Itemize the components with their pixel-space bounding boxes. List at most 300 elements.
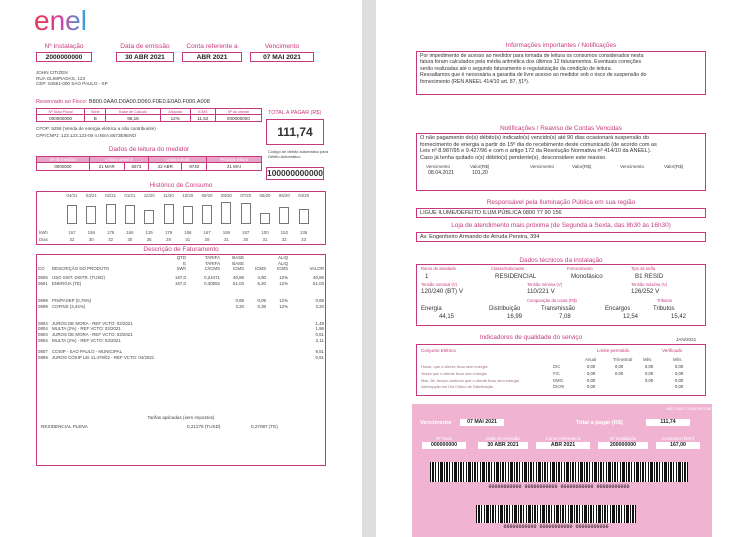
billing-desc: JUROS DE MORA - REF VCTO: 03/2021	[52, 331, 133, 337]
quality-title: Indicadores de qualidade do serviço	[479, 334, 583, 341]
billing-icms: 12%	[279, 280, 288, 286]
history-bar	[279, 207, 289, 224]
history-kwh: 166	[126, 230, 134, 235]
total-amount: 111,74	[266, 119, 324, 145]
billing-aliq: 4,90	[257, 275, 266, 281]
tech-label: Fornecimento	[567, 266, 593, 271]
slip-total-value: 111,74	[646, 419, 690, 426]
customer-name: JOHN CITIZEN	[36, 70, 68, 75]
comp-item-value: 12,54	[623, 314, 639, 320]
billing-valor: 40,86	[313, 275, 324, 281]
fiscal-header: Série	[85, 109, 106, 115]
slip-field-value: 30 ABR 2021	[478, 442, 528, 449]
billing-header-cell: DESCRIÇÃO DO PRODUTO	[52, 266, 110, 272]
quality-subheader: Anual	[585, 357, 597, 362]
history-dias-label: Dias	[39, 237, 48, 242]
billing-header-cell: C/ICMS	[204, 266, 220, 272]
billing-valor: 9,51	[315, 349, 324, 354]
comp-label: Composição da conta (R$)	[527, 298, 577, 303]
barcode-1	[430, 462, 688, 482]
reading-header: Nº do medidor	[37, 157, 90, 163]
ilum-title: Responsável pela Iluminação Pública em sua região	[486, 199, 636, 206]
billing-icms: 12%	[279, 275, 288, 281]
fiscal-header: Nº do cliente	[215, 109, 261, 115]
billing-header-cell: ALIQ	[277, 260, 288, 266]
billing-title: Descrição de Faturamento	[143, 246, 219, 253]
loja-text: Av. Engenheiro Armando de Arruda Pereira, 394	[416, 232, 706, 242]
history-kwh: 187	[242, 230, 250, 235]
quality-row-value: 0,00	[587, 370, 596, 376]
history-kwh: 156	[87, 230, 95, 235]
fiscal-value: 000000000	[37, 115, 85, 122]
slip-field-value: 000000000	[422, 442, 466, 449]
quality-row-value: 0,00	[675, 364, 684, 369]
tariff-te: 0,27087 (TE)	[251, 424, 278, 429]
history-bar	[202, 205, 212, 224]
slip-due-value: 07 MAI 2021	[460, 419, 504, 426]
header-value: 30 ABR 2021	[116, 52, 174, 62]
billing-co: 0899	[38, 354, 48, 360]
slip-field-label: Nº Nota	[436, 436, 452, 441]
history-bar	[67, 205, 77, 224]
bill-page-back	[376, 0, 745, 537]
fiscal-value: B	[85, 115, 106, 122]
header-label: Nº Instalação	[44, 43, 84, 50]
customer-street: RUA OLIMPIADAS, 123	[36, 75, 86, 81]
barcode-2-digits: 00000000000 00000000000 00000000000	[503, 524, 609, 530]
notif-line: O não pagamento do(s) débito(s) indicado(s) vencido(s) até 90 dias ocasionará suspensão do	[420, 135, 649, 141]
notif-header: Valor(R$)	[572, 164, 592, 170]
history-dias: 32	[69, 237, 75, 242]
quality-header: Conjunto Elétrico	[421, 348, 456, 353]
history-bar-wrap	[221, 200, 232, 224]
history-kwh: 167	[203, 230, 211, 235]
comp-item-value: 7,08	[559, 314, 571, 320]
billing-valor: 51,03	[313, 280, 324, 286]
info-line: fatura foram calculados pela média aritmética dos últimos 12 faturamentos. Eventuais correções	[420, 59, 642, 66]
quality-row-code: DIC	[553, 364, 561, 369]
billing-co: 0804	[38, 337, 48, 343]
comp-item-value: 16,99	[507, 314, 523, 320]
history-bar-wrap	[279, 200, 290, 224]
notif-title: Notificações / Reaviso de Contas Vencidas	[500, 125, 622, 132]
billing-tar: 0,30552	[204, 280, 220, 286]
tech-label: Tipo de tarifa	[631, 266, 656, 271]
slip-field-value: 167,00	[656, 442, 700, 449]
notif-box	[416, 133, 706, 191]
history-bar	[221, 202, 231, 224]
history-bar-wrap	[299, 200, 310, 224]
billing-base: 40,86	[233, 275, 244, 281]
history-dias: 32	[108, 237, 114, 242]
history-kwh: 179	[164, 230, 173, 235]
history-kwh: 136	[299, 230, 308, 235]
history-month: 11/20	[163, 193, 174, 198]
history-dias: 30	[127, 237, 133, 242]
billing-header-cell: TARIFA	[204, 260, 220, 266]
billing-valor: 0,69	[315, 297, 324, 303]
history-kwh: 167	[68, 230, 76, 235]
billing-valor: 0,51	[315, 354, 324, 360]
fiscal-table	[36, 108, 262, 122]
quality-header: Verificado	[662, 348, 683, 353]
billing-tar	[187, 355, 221, 361]
header-label: Vencimento	[264, 43, 300, 50]
history-month: 04/21	[66, 193, 78, 198]
slip-field-value: 200000000	[598, 442, 648, 449]
history-bar-wrap	[164, 200, 175, 224]
billing-kwh: 167,0	[175, 275, 186, 281]
reading-header: Leitura anterior	[89, 157, 148, 163]
debit-code-value: 100000000000	[267, 168, 323, 178]
quality-row-value: 0,00	[645, 370, 654, 376]
billing-valor: 2,11	[315, 337, 324, 343]
quality-subheader: Mês	[643, 357, 652, 362]
barcode-1-digits: 00000000000 00000000000 00000000000 00000000000	[488, 484, 630, 490]
history-month: 07/20	[240, 193, 252, 198]
history-month: 06/20	[259, 193, 271, 198]
fisco-line	[36, 99, 210, 105]
cpf-line: CPF/CNPJ: 123.123.123-00 n.INSA.8573E9ENO	[36, 133, 137, 138]
history-bar	[86, 206, 96, 224]
history-bar-wrap	[86, 200, 97, 224]
quality-box	[416, 344, 706, 396]
billing-desc: PIS/PASEP (0,75%)	[52, 297, 92, 303]
quality-row-value: 0,00	[645, 364, 654, 369]
quality-row-name: Horas, que o cliente ficou sem energia	[421, 364, 488, 369]
billing-header-row	[37, 266, 325, 272]
billing-valor: 0,51	[315, 331, 324, 337]
fiscal-value: 12%	[160, 115, 190, 122]
history-bar	[144, 210, 154, 224]
billing-aliq	[245, 355, 267, 361]
notif-header: Vencimento	[426, 164, 451, 170]
history-kwh: 195	[222, 230, 231, 235]
history-bar-wrap	[183, 200, 194, 224]
quality-row-code: DMIC	[553, 377, 564, 383]
tension-value: 126/252 V	[631, 288, 660, 295]
notif-line: fornecimento de energia a partir do 15º dia do recebimento deste comunicado (de acordo com as	[420, 141, 657, 148]
header-value: 2000000000	[36, 52, 92, 62]
tension-label: Tensão nominal (V)	[421, 282, 458, 287]
reading-value: 21 MAI	[207, 163, 262, 171]
billing-desc: USO SIST. DISTR. (TUSD)	[52, 275, 105, 281]
reading-header: Leitura atual	[149, 157, 207, 163]
history-bar	[125, 205, 135, 224]
tension-value: 120/240 (BT) V	[421, 288, 463, 295]
billing-row	[37, 281, 325, 287]
quality-row-name: Interrupção em Dia Crítico de Distribuição	[421, 384, 494, 390]
notif-line: Leis nº 8.987/95 e 9.427/96 e com o artigo 172 da Resolução Normativa nº 414/10 da ANEEL).	[420, 148, 652, 155]
slip-field-label: Nº Instalação	[609, 436, 637, 441]
comp-item-label: Distribuição	[489, 306, 521, 312]
billing-desc: JUROS DE MORA - REF VCTO: 02/2021	[52, 320, 133, 326]
billing-desc: MULTA (2%) - REF VCTO: 03/2021	[52, 337, 121, 343]
info-box	[416, 51, 706, 95]
billing-co: 0605	[38, 275, 48, 281]
billing-header-cell: kWh	[177, 266, 186, 272]
quality-period: JAN/2021	[676, 337, 697, 342]
comp-item-label: Transmissão	[541, 306, 576, 312]
barcode-2	[476, 505, 636, 523]
fiscal-value: 96,18	[106, 115, 160, 122]
reading-value: 22 ABR	[149, 163, 182, 171]
fiscal-header: ICMS	[190, 109, 215, 115]
billing-desc: ENERGIA (TE)	[52, 280, 82, 286]
header-label: Data de emissão	[120, 43, 170, 50]
billing-co: 0699	[38, 303, 48, 309]
slip-field-value: ABR 2021	[536, 442, 590, 449]
billing-base: 51,03	[233, 280, 244, 286]
billing-header-cell: VALOR	[309, 266, 324, 272]
billing-desc: MULTA (2%) - REF VCTO: 02/2021	[52, 326, 121, 332]
billing-row	[37, 355, 325, 361]
tech-box	[416, 264, 706, 326]
quality-row-name: Máx. 8h, tempo contínuo que o cliente ficou sem energia	[421, 377, 519, 383]
tech-label: Classe/Subclasse	[491, 266, 525, 271]
billing-icms	[267, 355, 289, 361]
customer-address	[36, 70, 108, 87]
reading-table	[36, 156, 262, 171]
billing-valor: 1,96	[315, 326, 324, 332]
billing-co: 0601	[38, 280, 48, 286]
history-month: 09/20	[201, 193, 213, 198]
notif-header: Vencimento	[530, 164, 555, 170]
fisco-label: Reservado ao Fisco:	[36, 99, 88, 105]
history-kwh-label: kWh	[39, 230, 48, 235]
history-month: 03/21	[85, 193, 97, 198]
billing-header-cell: ALIQ	[277, 255, 288, 260]
comp-item-value: 44,15	[439, 314, 455, 320]
billing-header-cell: TARIFA	[204, 255, 220, 260]
history-kwh: 125	[145, 230, 153, 235]
enel-logo	[32, 8, 104, 34]
reading-value: 0000000	[37, 163, 90, 171]
notif-header: Valor(R$)	[470, 164, 490, 170]
notif-header: Vencimento	[620, 164, 645, 170]
tech-value: 1	[425, 273, 429, 280]
billing-row	[37, 275, 325, 281]
quality-row-value: 0,00	[587, 384, 596, 390]
slip-corner-note: NÃO VALE COMO RECIBO	[666, 407, 714, 411]
history-dias: 33	[301, 237, 307, 242]
quality-subheader: Mês	[673, 357, 682, 362]
reading-header: Próxima leitura	[207, 157, 262, 163]
tension-value: 110/221 V	[527, 288, 555, 295]
history-month: 05/20	[278, 193, 290, 198]
billing-header-cell: BASE	[232, 260, 244, 266]
billing-desc: JUROS COSIP LEI 11.479/02 - REF VCTO: 04/2021	[52, 354, 155, 360]
billing-header-cell: BASE	[232, 255, 244, 260]
quality-row-code: DICRI	[553, 384, 565, 390]
quality-row-value: 0,00	[615, 364, 624, 369]
tariff-name: RESIDENCIAL PLENA	[41, 424, 88, 429]
comp-item-value: 15,42	[671, 314, 687, 320]
billing-base	[221, 355, 245, 361]
history-month: 12/20	[143, 193, 155, 198]
header-label: Conta referente a	[186, 43, 238, 50]
tributos-label: Tributos	[657, 298, 672, 303]
history-bar	[260, 213, 270, 224]
customer-city: CEP: 04551-000 SAO PAULO - SP	[36, 81, 108, 87]
slip-due-label: Vencimento	[420, 420, 452, 426]
reading-title: Dados de leitura do medidor	[108, 146, 190, 153]
history-bar-wrap	[241, 200, 252, 224]
tech-value: RESIDENCIAL	[495, 273, 537, 280]
total-label: TOTAL A PAGAR (R$)	[268, 110, 322, 116]
tech-title: Dados técnicos da instalação	[519, 257, 603, 264]
info-title: Informações importantes / Notificações	[505, 42, 617, 49]
billing-kwh: 167,0	[175, 280, 186, 286]
quality-row-value: 0,00	[615, 370, 624, 376]
billing-header-cell: ICMS	[233, 266, 244, 272]
slip-field-label: Consumo (kWh)	[661, 436, 695, 441]
tension-label: Tensão mínima (V)	[527, 282, 563, 287]
reading-value: 5573	[124, 163, 149, 171]
info-line: Ressaltamos que é necessária a garantia de livre acesso ao medidor sob o risco de suspensão do	[420, 72, 647, 79]
tariff-tusd: 0,21276 (TUSD)	[187, 424, 221, 429]
history-dias: 30	[88, 237, 94, 242]
history-bar-wrap	[67, 200, 78, 224]
notif-line: Caso já tenha quitado o(s) débito(s) pendente(s), desconsidere este reaviso.	[420, 154, 607, 161]
billing-aliq: 0,38	[257, 303, 266, 309]
comp-item-label: Tributos	[653, 306, 675, 312]
billing-co: 0804	[38, 326, 48, 332]
billing-aliq: 0,09	[257, 297, 266, 303]
cfop-line: CFOP: 5258 (Venda de energia elétrica a não contribuinte)	[36, 126, 156, 131]
tech-value: Monofásico	[571, 273, 603, 280]
comp-item-label: Energia	[421, 306, 442, 312]
quality-row-name: Vezes que o cliente ficou sem energia	[421, 370, 487, 376]
billing-header-cell: CO	[38, 266, 45, 272]
billing-co: 0699	[38, 297, 48, 303]
quality-subheader: Trimestral	[613, 357, 633, 362]
billing-header-cell: QTD	[176, 255, 186, 260]
history-bar-wrap	[125, 200, 136, 224]
history-bar-wrap	[202, 200, 213, 224]
bill-page-front	[0, 0, 362, 537]
quality-header: Limite permitido	[597, 348, 630, 353]
history-dias: 31	[262, 237, 268, 242]
info-line: Por impedimento de acesso ao medidor para tomada de leitura os consumos considerados nesta	[420, 53, 644, 59]
reading-value: 21 MAR	[89, 163, 124, 171]
notif-header: Valor(R$)	[664, 164, 684, 170]
quality-row-value: 0,00	[587, 364, 596, 369]
quality-row-value: 0,00	[645, 377, 654, 383]
history-bar	[106, 204, 116, 224]
history-kwh: 153	[280, 230, 288, 235]
history-bar	[241, 203, 251, 224]
fisco-code: B800.0AA0.D0A00.D060.F0E0.E0A0.F000.A008	[88, 99, 210, 105]
loja-title: Loja de atendimento mais próxima (de Segunda a Sexta, das 8h30 às 16h30)	[451, 222, 671, 229]
history-dias: 31	[185, 237, 191, 242]
debit-code-label: Código de débito automático para Débito Automático	[268, 149, 329, 159]
billing-icms: 12%	[279, 303, 288, 309]
slip-total-label: Total a pagar (R$)	[576, 420, 623, 426]
history-bar	[183, 206, 193, 224]
tech-value: B1 RESID	[635, 273, 664, 280]
info-line: serão realizadas até o segundo faturamento e regularização da condição de leitura.	[420, 65, 613, 72]
history-month: 04/20	[298, 193, 310, 198]
history-dias: 28	[204, 237, 210, 242]
history-month: 08/20	[220, 193, 232, 198]
billing-valor: 1,48	[315, 320, 324, 326]
billing-aliq: 6,20	[257, 280, 266, 286]
tech-label: Ramo de atividade	[421, 266, 456, 271]
history-month: 02/21	[105, 193, 117, 198]
fiscal-header: Base de Cálculo	[106, 109, 160, 115]
history-chart	[36, 191, 326, 245]
slip-field-label: Conta referente a	[545, 436, 581, 441]
billing-header-cell: ICMS	[277, 266, 288, 272]
history-bar-wrap	[106, 200, 117, 224]
billing-table	[37, 255, 325, 360]
billing-box	[36, 254, 326, 466]
quality-row-code: FIC	[553, 370, 560, 376]
history-dias: 32	[281, 237, 287, 242]
history-dias: 29	[166, 237, 171, 242]
tariffs-title: Tarifas aplicadas (sem impostos)	[147, 415, 215, 420]
header-value: ABR 2021	[182, 52, 242, 62]
reading-value: 8740	[182, 163, 207, 171]
notif-value: 08.04.2021	[428, 170, 454, 177]
fiscal-header: Nº Nota Fiscal	[37, 109, 85, 115]
billing-valor: 3,20	[315, 303, 324, 309]
history-kwh: 156	[184, 230, 192, 235]
history-bar-wrap	[260, 200, 271, 224]
billing-base: 3,20	[235, 303, 244, 309]
history-dias: 31	[223, 237, 229, 242]
quality-row-value: 0,00	[675, 384, 684, 390]
ilum-text: LIGUE ILUME/DEFEITO ILUM.PÚBLICA 0800 77 90 156	[416, 208, 706, 218]
history-month: 10/20	[182, 193, 194, 198]
billing-header-cell: ICMS	[255, 266, 266, 272]
history-month: 01/21	[124, 193, 136, 198]
quality-row-value: 0,00	[587, 377, 596, 383]
fiscal-header: Alíquota	[160, 109, 190, 115]
fiscal-value: 000000000	[215, 115, 261, 122]
history-dias: 30	[243, 237, 249, 242]
billing-desc: COFINS (3,34%)	[52, 303, 86, 309]
tension-label: Tensão máxima (V)	[631, 282, 668, 287]
quality-row-value: 0,00	[675, 377, 684, 383]
logo-text: enel	[34, 8, 87, 34]
billing-kwh	[159, 355, 187, 361]
info-line: fornecimento (REN ANEEL 414/10 art. 87, §1º).	[420, 78, 530, 85]
history-bar	[164, 204, 174, 224]
billing-base: 0,69	[235, 297, 244, 303]
notif-value: 101,20	[472, 170, 488, 177]
history-bar-wrap	[144, 200, 155, 224]
history-kwh: 179	[106, 230, 115, 235]
fiscal-value: 11,52	[190, 115, 215, 122]
history-kwh: 100	[261, 230, 269, 235]
billing-co: 0804	[38, 320, 48, 326]
billing-co: 0807	[38, 349, 48, 354]
quality-row-value: 0,00	[675, 370, 684, 376]
history-bar	[299, 209, 309, 224]
billing-desc: COSIP - SAO PAULO - MUNICIPAL	[52, 349, 123, 354]
comp-item-label: Encargos	[605, 306, 631, 312]
billing-co: 0804	[38, 331, 48, 337]
header-value: 07 MAI 2021	[250, 52, 314, 62]
billing-tar: 0,24471	[204, 275, 220, 281]
billing-header-cell: E	[183, 260, 186, 266]
history-title: Histórico de Consumo	[149, 182, 213, 189]
history-dias: 35	[146, 237, 152, 242]
slip-field-label: Data de emissão	[486, 436, 520, 441]
billing-icms: 12%	[279, 297, 288, 303]
